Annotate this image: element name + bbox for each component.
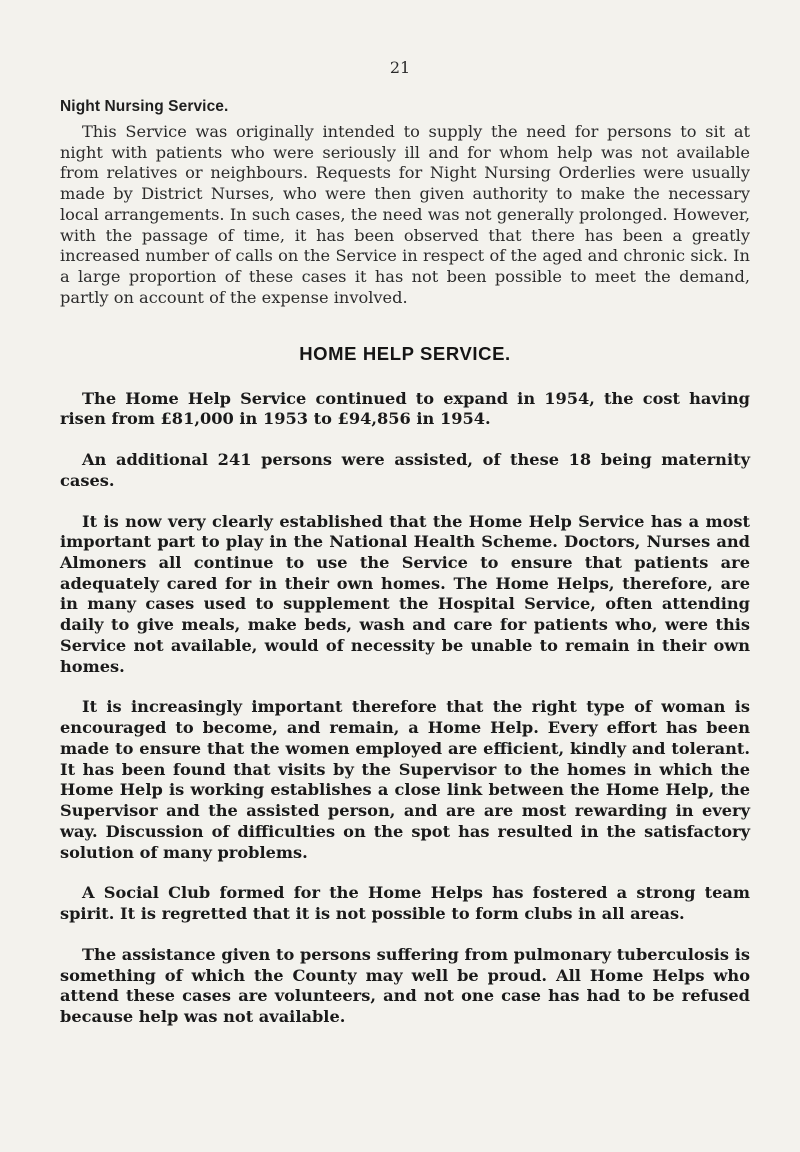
page-content bbox=[60, 98, 750, 1028]
page-number: 21 bbox=[389, 58, 411, 77]
home-help-paragraph-tuberculosis: The assistance given to persons suffering from pulmonary tuberculosis is something of which the County may well be proud. All Home Helps who attend these cases are volunteers, and not one case has had to be refused because help was not available. bbox=[60, 944, 750, 1026]
home-help-heading: HOME HELP SERVICE. bbox=[299, 342, 511, 364]
home-help-paragraph-supervisor: It is increasingly important therefore that the right type of woman is encouraged to become, and remain, a Home Help. Every effort has been made to ensure that the women employed are efficient, kindly and tolerant. It has been found that visits by the Supervisor to the homes in which the Home Help is working establishes a close link between the Home Help, the Supervisor and the assisted person, and are are most rewarding in every way. Discussion of difficulties on the spot has resulted in the satisfactory solution of many problems. bbox=[60, 697, 750, 862]
home-help-paragraph-national-scheme: It is now very clearly established that the Home Help Service has a most important part to play in the National Health Scheme. Doctors, Nurses and Almoners all continue to use the Service to ensure that patients are adequately cared for in their own homes. The Home Helps, therefore, are in many cases used to supplement the Hospital Service, often attending daily to give meals, make beds, wash and care for patients who, were this Service not available, would of necessity be unable to remain in their own homes. bbox=[60, 511, 750, 676]
night-nursing-heading: Night Nursing Service. bbox=[60, 98, 229, 115]
home-help-paragraph-persons: An additional 241 persons were assisted, of these 18 being maternity cases. bbox=[60, 450, 750, 490]
home-help-paragraph-social-club: A Social Club formed for the Home Helps has fostered a strong team spirit. It is regretted that it is not possible to form clubs in all areas. bbox=[60, 883, 750, 924]
night-nursing-paragraph: This Service was originally intended to supply the need for persons to sit at night with patients who were seriously ill and for whom help was not available from relatives or neighbours. Requests for Night Nursing Orderlies were usually made by District Nurses, who were then given authority to make the necessary local arrangements. In such cases, the need was not generally prolonged. However, with the passage of time, it has been observed that there has been a greatly increased number of calls on the Service in respect of the aged and chronic sick. In a large proportion of these cases it has not been possible to meet the demand, partly on account of the expense involved. bbox=[60, 122, 750, 307]
home-help-paragraph-cost: The Home Help Service continued to expand in 1954, the cost having risen from £81,000 in 1953 to £94,856 in 1954. bbox=[60, 388, 750, 429]
